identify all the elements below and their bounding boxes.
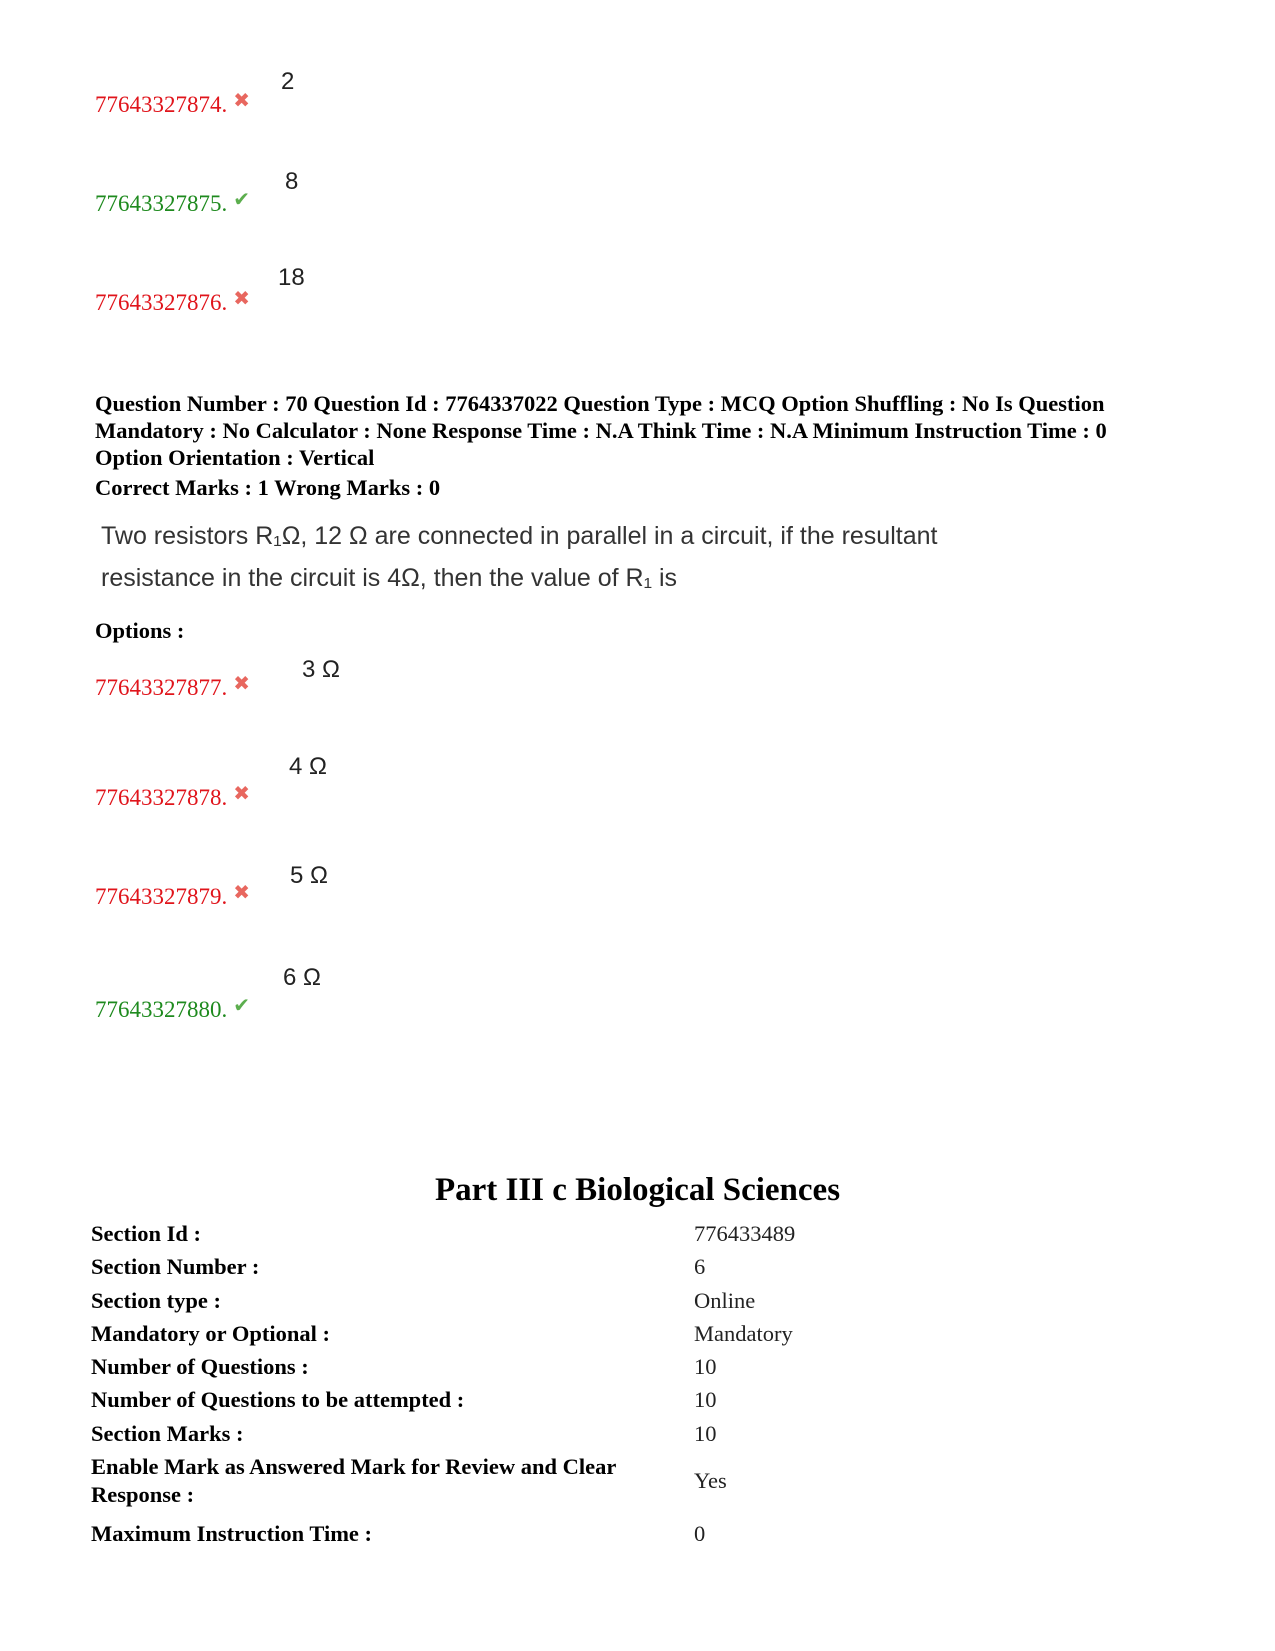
option-id: 77643327877. ✖ <box>95 671 251 700</box>
correct-check-icon: ✔ <box>233 187 251 211</box>
option-id: 77643327880. ✔ <box>95 993 251 1022</box>
option-value: 18 <box>278 264 305 291</box>
section-row-value: 10 <box>694 1421 717 1446</box>
option-id: 77643327879. ✖ <box>95 880 251 909</box>
section-row-value: 0 <box>694 1521 706 1546</box>
option-value: 2 <box>281 68 295 95</box>
section-row-label: Mandatory or Optional : <box>91 1321 330 1346</box>
section-row-label: Number of Questions : <box>91 1354 309 1379</box>
option-id: 77643327875. ✔ <box>95 187 251 216</box>
option-id: 77643327878. ✖ <box>95 781 251 810</box>
wrong-cross-icon: ✖ <box>233 671 251 695</box>
correct-check-icon: ✔ <box>233 993 251 1017</box>
question-marks: Correct Marks : 1 Wrong Marks : 0 <box>95 475 441 500</box>
option-value: 5 Ω <box>290 862 328 889</box>
option-id: 77643327876. ✖ <box>95 286 251 315</box>
wrong-cross-icon: ✖ <box>233 781 251 805</box>
section-row-label: Enable Mark as Answered Mark for Review and Clear Response : <box>91 1454 616 1507</box>
options-label: Options : <box>95 618 185 643</box>
question-text <box>101 515 1133 599</box>
section-row-value: 10 <box>694 1354 717 1379</box>
question-text-line: resistance in the circuit is 4Ω, then the value of R₁ is <box>101 564 678 592</box>
question-meta: Question Number : 70 Question Id : 7764337022 Question Type : MCQ Option Shuffling : No Is Question Mandatory : No Calculator : None Response Time : N.A Think Time : N.A Minimum Instruction Time : 0 Option Orientation : Vertical <box>95 391 1107 470</box>
section-row-value: 10 <box>694 1387 717 1412</box>
section-row-value: Mandatory <box>694 1321 793 1346</box>
section-title: Part III c Biological Sciences <box>434 1172 841 1208</box>
option-value: 4 Ω <box>289 753 327 780</box>
section-row-value: 776433489 <box>694 1221 796 1246</box>
section-row-label: Number of Questions to be attempted : <box>91 1387 465 1412</box>
section-row-label: Section type : <box>91 1288 221 1313</box>
question-text-line: Two resistors R₁Ω, 12 Ω are connected in parallel in a circuit, if the resultant <box>101 522 938 550</box>
section-row-value: Online <box>694 1288 756 1313</box>
wrong-cross-icon: ✖ <box>233 880 251 904</box>
section-row-label: Section Id : <box>91 1221 202 1246</box>
section-row-value: Yes <box>694 1468 727 1493</box>
section-row-label: Section Number : <box>91 1254 260 1279</box>
option-id: 77643327874. ✖ <box>95 88 251 117</box>
option-value: 3 Ω <box>302 656 340 683</box>
option-value: 8 <box>285 168 299 195</box>
wrong-cross-icon: ✖ <box>233 88 251 112</box>
wrong-cross-icon: ✖ <box>233 286 251 310</box>
section-row-value: 6 <box>694 1254 706 1279</box>
option-value: 6 Ω <box>283 964 321 991</box>
section-row-label: Maximum Instruction Time : <box>91 1521 373 1546</box>
section-row-label: Section Marks : <box>91 1421 244 1446</box>
